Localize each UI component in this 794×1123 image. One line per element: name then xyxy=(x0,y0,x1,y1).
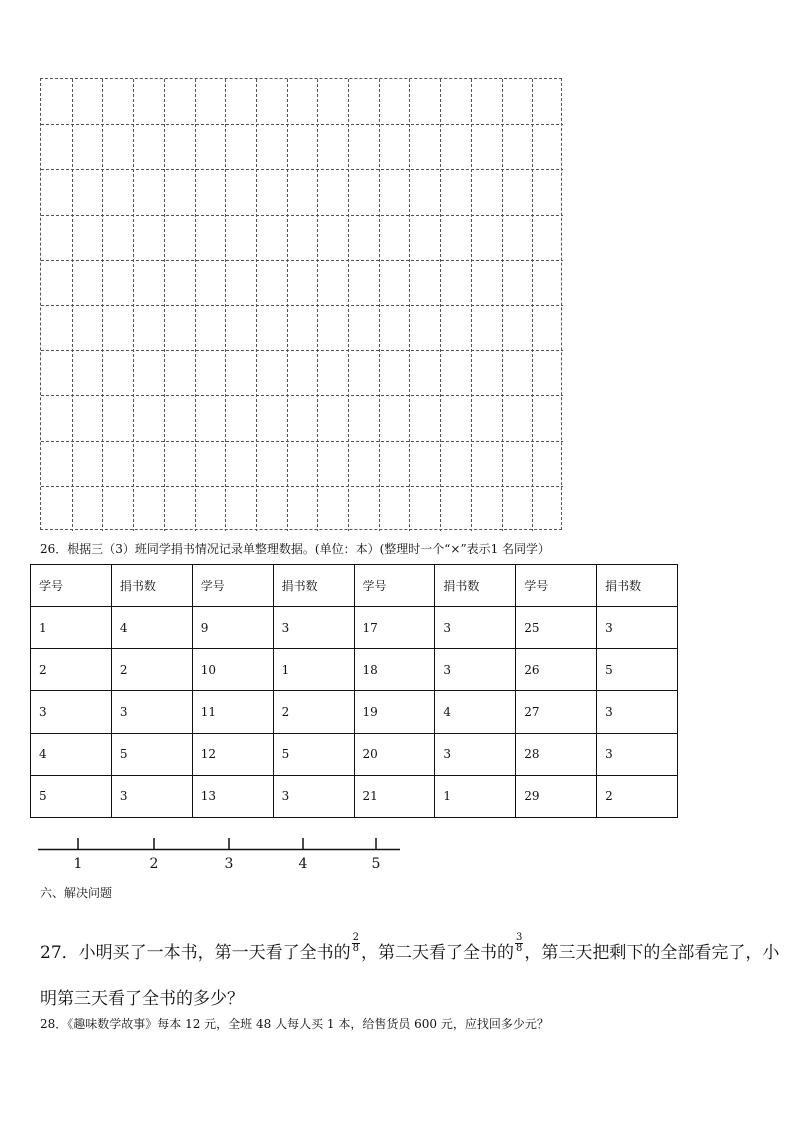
table-cell: 2 xyxy=(31,649,112,691)
table-cell: 20 xyxy=(354,733,435,775)
table-cell: 3 xyxy=(273,607,354,649)
table-cell: 1 xyxy=(435,775,516,817)
table-header-cell: 学号 xyxy=(354,565,435,607)
question-28: 28．《趣味数学故事》每本 12 元，全班 48 人每人买 1 本，给售货员 600 元，应找回多少元？ xyxy=(40,1017,549,1031)
table-cell: 3 xyxy=(111,691,192,733)
fraction-3-8: $\frac{3}{8}$ xyxy=(516,932,523,954)
table-cell: 5 xyxy=(273,733,354,775)
table-cell: 3 xyxy=(597,691,678,733)
table-row xyxy=(31,691,678,733)
section-title: 六、解决问题 xyxy=(40,886,113,900)
table-cell: 3 xyxy=(435,649,516,691)
table-cell: 4 xyxy=(31,733,112,775)
dashed-grid xyxy=(40,78,562,530)
table-cell: 5 xyxy=(31,775,112,817)
table-cell: 21 xyxy=(354,775,435,817)
table-cell: 3 xyxy=(435,733,516,775)
table-cell: 2 xyxy=(111,649,192,691)
table-cell: 13 xyxy=(192,775,273,817)
table-cell: 11 xyxy=(192,691,273,733)
table-row xyxy=(31,649,678,691)
table-cell: 3 xyxy=(597,733,678,775)
table-cell: 27 xyxy=(516,691,597,733)
table-cell: 2 xyxy=(273,691,354,733)
table-cell: 29 xyxy=(516,775,597,817)
table-header-cell: 捐书数 xyxy=(111,565,192,607)
table-cell: 9 xyxy=(192,607,273,649)
table-cell: 3 xyxy=(273,775,354,817)
question-27-part1: 27．小明买了一本书，第一天看了全书的 xyxy=(40,943,351,963)
question-27-part3: ，第三天把剩下的全部看完了，小明第三天看了全书的多少？ xyxy=(40,943,780,1009)
fraction-2-8: $\frac{2}{8}$ xyxy=(352,932,360,954)
axis-tick-label: 3 xyxy=(224,856,234,872)
donation-table xyxy=(30,564,678,818)
table-cell: 5 xyxy=(597,649,678,691)
table-cell: 2 xyxy=(597,775,678,817)
table-header-row xyxy=(31,565,678,607)
axis-tick-label: 2 xyxy=(149,856,159,872)
table-header-cell: 学号 xyxy=(31,565,112,607)
table-cell: 17 xyxy=(354,607,435,649)
number-axis xyxy=(38,836,402,872)
table-header-cell: 学号 xyxy=(516,565,597,607)
table-cell: 19 xyxy=(354,691,435,733)
table-header-cell: 捐书数 xyxy=(435,565,516,607)
table-cell: 10 xyxy=(192,649,273,691)
table-cell: 3 xyxy=(597,607,678,649)
table-cell: 5 xyxy=(111,733,192,775)
table-row xyxy=(31,775,678,817)
axis-tick-label: 1 xyxy=(73,856,83,872)
table-cell: 3 xyxy=(435,607,516,649)
table-cell: 1 xyxy=(273,649,354,691)
axis-tick-label: 4 xyxy=(298,856,308,872)
table-row xyxy=(31,607,678,649)
question-26: 26．根据三（3）班同学捐书情况记录单整理数据。(单位：本）(整理时一个“×”表示1 名同学） xyxy=(40,542,551,556)
table-cell: 4 xyxy=(435,691,516,733)
table-cell: 3 xyxy=(111,775,192,817)
table-cell: 4 xyxy=(111,607,192,649)
table-cell: 12 xyxy=(192,733,273,775)
axis-tick-label: 5 xyxy=(371,856,381,872)
table-cell: 25 xyxy=(516,607,597,649)
table-header-cell: 学号 xyxy=(192,565,273,607)
grid-lines xyxy=(41,79,563,531)
table-cell: 18 xyxy=(354,649,435,691)
table-cell: 1 xyxy=(31,607,112,649)
table-header-cell: 捐书数 xyxy=(597,565,678,607)
table-cell: 3 xyxy=(31,691,112,733)
table-cell: 28 xyxy=(516,733,597,775)
table-cell: 26 xyxy=(516,649,597,691)
table-row xyxy=(31,733,678,775)
question-27 xyxy=(40,930,780,1022)
table-header-cell: 捐书数 xyxy=(273,565,354,607)
question-27-part2: ，第二天看了全书的 xyxy=(361,943,515,963)
